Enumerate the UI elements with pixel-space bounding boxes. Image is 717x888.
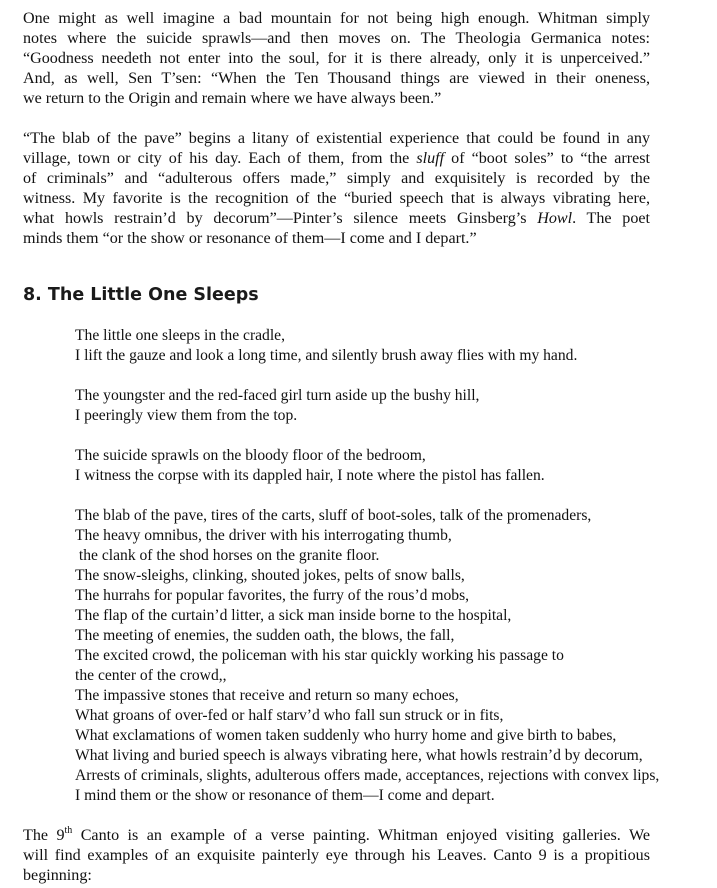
poem-line: The flap of the curtain’d litter, a sick man inside borne to the hospital, <box>75 607 512 624</box>
poem-line: I mind them or the show or resonance of them—I come and depart. <box>75 787 495 804</box>
poem-line: I witness the corpse with its dappled hair, I note where the pistol has fallen. <box>75 467 545 484</box>
poem-line: The youngster and the red-faced girl turn aside up the bushy hill, <box>75 387 480 404</box>
italic-word-howl: Howl <box>537 210 573 227</box>
text-line: witness. My favorite is the recognition of the “buried speech that is always vibrating here, <box>23 190 650 207</box>
poem-line: the clank of the shod horses on the granite floor. <box>75 547 380 564</box>
poem-line: The meeting of enemies, the sudden oath, the blows, the fall, <box>75 627 455 644</box>
text-segment: Canto is an example of a verse painting. Whitman enjoyed visiting galleries. We <box>72 827 650 844</box>
paragraph-blab-of-the-pave <box>23 129 713 249</box>
poem-line: The little one sleeps in the cradle, <box>75 327 286 344</box>
paragraph-ninth-canto <box>23 826 713 886</box>
poem-line: What living and buried speech is always vibrating here, what howls restrain’d by decorum, <box>75 747 643 764</box>
text-line: of criminals” and “adulterous offers made,” simply and exquisitely is recorded by the <box>23 170 650 187</box>
ordinal-superscript: th <box>64 824 73 836</box>
poem-line: What groans of over-fed or half starv’d who fall sun struck or in fits, <box>75 707 504 724</box>
poem-line: The hurrahs for popular favorites, the furry of the rous’d mobs, <box>75 587 470 604</box>
poem-line: The snow-sleighs, clinking, shouted jokes, pelts of snow balls, <box>75 567 465 584</box>
poem-line: Arrests of criminals, slights, adulterous offers made, acceptances, rejections with convex lips, <box>75 767 660 784</box>
text-segment: The 9 <box>23 827 65 844</box>
text-line: One might as well imagine a bad mountain for not being high enough. Whitman simply <box>23 10 650 27</box>
poem-line: What exclamations of women taken suddenly who hurry home and give birth to babes, <box>75 727 617 744</box>
text-segment: of “boot soles” to “the arrest <box>451 150 650 167</box>
text-line: we return to the Origin and remain where we have always been.” <box>23 90 442 107</box>
poem-line: the center of the crowd,, <box>75 667 227 684</box>
poem-line: The suicide sprawls on the bloody floor of the bedroom, <box>75 447 426 464</box>
poem-line: The impassive stones that receive and return so many echoes, <box>75 687 459 704</box>
text-line: And, as well, Sen T’sen: “When the Ten Thousand things are viewed in their oneness, <box>23 70 650 87</box>
text-line: “The blab of the pave” begins a litany of existential experience that could be found in any <box>23 130 650 147</box>
section-heading: 8. The Little One Sleeps <box>23 285 259 305</box>
text-segment: what howls restrain’d by decorum”—Pinter’s silence meets Ginsberg’s <box>23 210 527 227</box>
text-line-with-italic <box>23 209 650 229</box>
text-line-with-superscript <box>23 826 650 846</box>
poem-line: The blab of the pave, tires of the carts, sluff of boot-soles, talk of the promenaders, <box>75 507 592 524</box>
stanza-break <box>75 426 717 446</box>
text-line-with-italic <box>23 149 650 169</box>
stanza-break <box>75 366 717 386</box>
italic-word-sluff: sluff <box>416 150 445 167</box>
poem-excerpt <box>75 326 717 806</box>
paragraph-intro <box>23 9 713 109</box>
text-line: minds them “or the show or resonance of them—I come and I depart.” <box>23 230 477 247</box>
poem-line: I peeringly view them from the top. <box>75 407 298 424</box>
text-line: “Goodness needeth not enter into the soul, for it is there already, only it is unperceived.” <box>23 50 650 67</box>
text-segment: . The poet <box>572 210 650 227</box>
text-line: beginning: <box>23 867 92 884</box>
poem-line: The heavy omnibus, the driver with his interrogating thumb, <box>75 527 452 544</box>
text-line: notes where the suicide sprawls—and then moves on. The Theologia Germanica notes: <box>23 30 650 47</box>
stanza-break <box>75 486 717 506</box>
poem-line: The excited crowd, the policeman with his star quickly working his passage to <box>75 647 564 664</box>
text-segment: village, town or city of his day. Each of them, from the <box>23 150 410 167</box>
poem-line: I lift the gauze and look a long time, and silently brush away flies with my hand. <box>75 347 578 364</box>
text-line: will find examples of an exquisite painterly eye through his Leaves. Canto 9 is a propitious <box>23 847 650 864</box>
